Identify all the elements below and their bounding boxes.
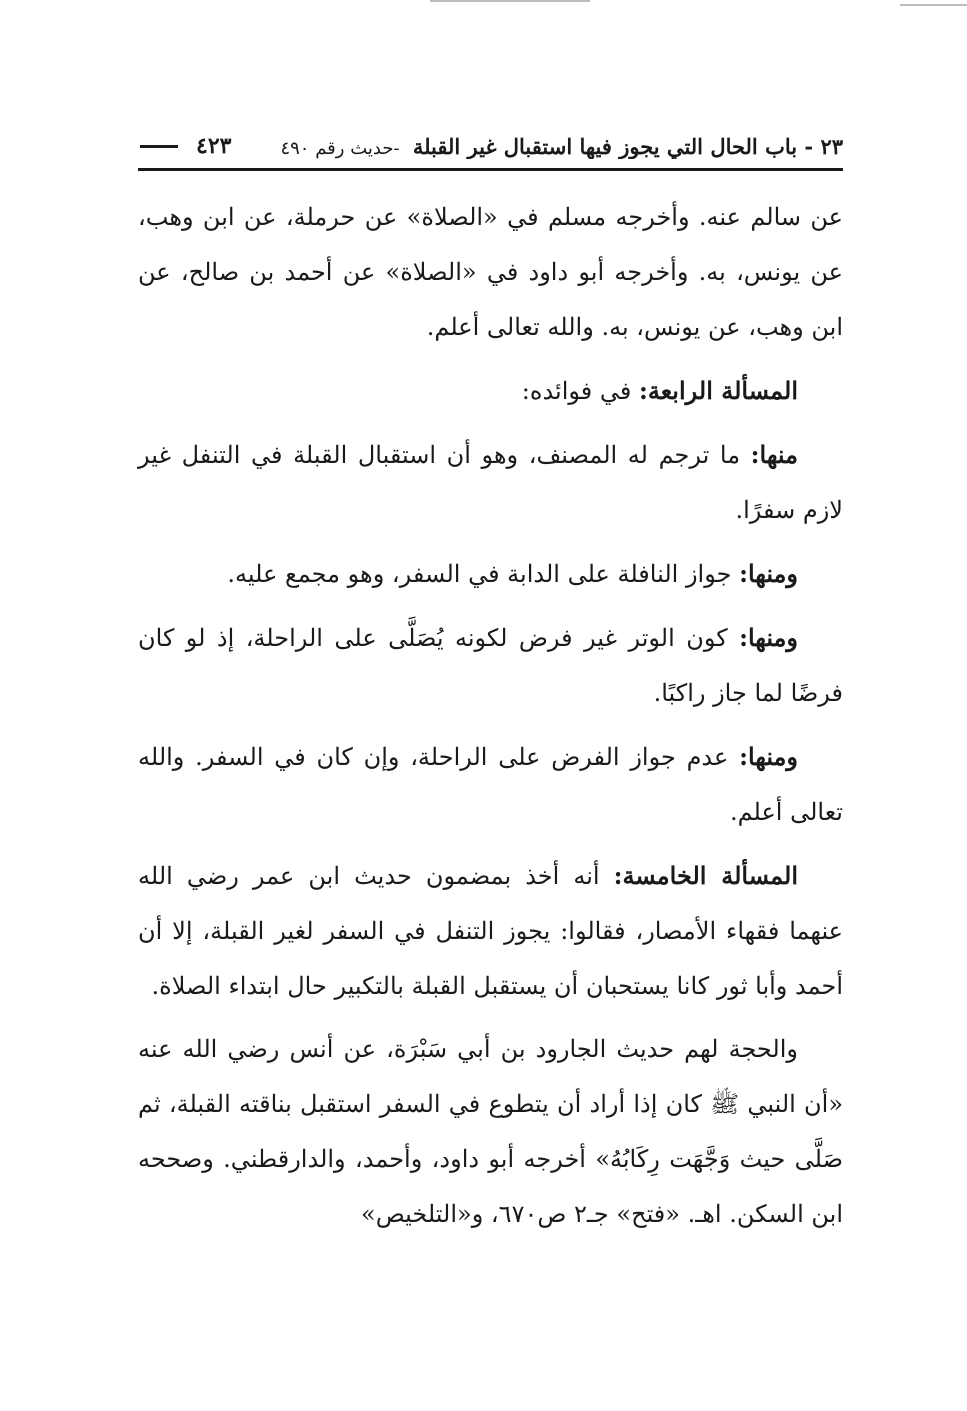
paragraph-text: ما ترجم له المصنف، وهو أن استقبال القبلة في التنفل غير لازم سفرًا. (138, 441, 843, 524)
paragraph-lead: ومنها: (739, 623, 798, 652)
header-rule (138, 168, 843, 171)
paragraph-text: والحجة لهم حديث الجارود بن أبي سَبْرَة، عن أنس رضي الله عنه «أن النبي ﷺ كان إذا أراد أن يتطوع في السفر استقبل بناقته القبلة، ثم صَلَّى حيث وَجَّهَت رِكَابُهُ» أخرجه أبو داود، وأحمد، والدارقطني. وصححه ابن السكن. اهـ. «فتح» جـ٢ ص٦٧٠، و«التلخيص» (138, 1035, 843, 1228)
running-header (138, 128, 843, 164)
scan-artifact (430, 0, 590, 2)
paragraph-text: عدم جواز الفرض على الراحلة، وإن كان في السفر. والله تعالى أعلم. (138, 743, 843, 826)
paragraph-continuation (138, 190, 843, 355)
page-number-dash (140, 145, 178, 148)
paragraph-text: جواز النافلة على الدابة في السفر، وهو مجمع عليه. (227, 560, 740, 588)
paragraph-lead: ومنها: (739, 742, 798, 771)
scan-artifact (900, 4, 967, 6)
paragraph-issue-4 (138, 363, 843, 419)
hadith-number: -حديث رقم ٤٩٠ (280, 137, 400, 159)
paragraph-text: أنه أخذ بمضمون حديث ابن عمر رضي الله عنهما فقهاء الأمصار، فقالوا: يجوز التنفل في السفر لغير القبلة، إلا أن أحمد وأبا ثور كانا يستحبان أن يستقبل القبلة بالتكبير حال ابتداء الصلاة. (138, 862, 844, 1000)
page-body (138, 190, 843, 1250)
paragraph-text: في فوائده: (521, 377, 639, 405)
paragraph-lead: منها: (750, 440, 798, 469)
chapter-title-text: ٢٣ - باب الحال التي يجوز فيها استقبال غير القبلة (412, 133, 843, 159)
paragraph-benefit-1 (138, 427, 843, 538)
paragraph-lead: المسألة الرابعة: (639, 376, 798, 405)
chapter-title (261, 134, 843, 159)
paragraph-lead: ومنها: (739, 559, 798, 588)
paragraph-benefit-2 (138, 546, 843, 602)
paragraph-evidence (138, 1022, 843, 1242)
paragraph-text: كون الوتر غير فرض لكونه يُصَلَّى على الراحلة، إذ لو كان فرضًا لما جاز راكبًا. (138, 624, 843, 707)
page-number: ٤٢٣ (196, 133, 232, 159)
paragraph-lead: المسألة الخامسة: (613, 861, 798, 890)
paragraph-benefit-3 (138, 610, 843, 721)
paragraph-benefit-4 (138, 729, 843, 840)
paragraph-text: عن سالم عنه. وأخرجه مسلم في «الصلاة» عن حرملة، عن ابن وهب، عن يونس، به. وأخرجه أبو داود في «الصلاة» عن أحمد بن صالح، عن ابن وهب، عن يونس، به. والله تعالى أعلم. (138, 203, 844, 341)
paragraph-issue-5 (138, 848, 843, 1014)
